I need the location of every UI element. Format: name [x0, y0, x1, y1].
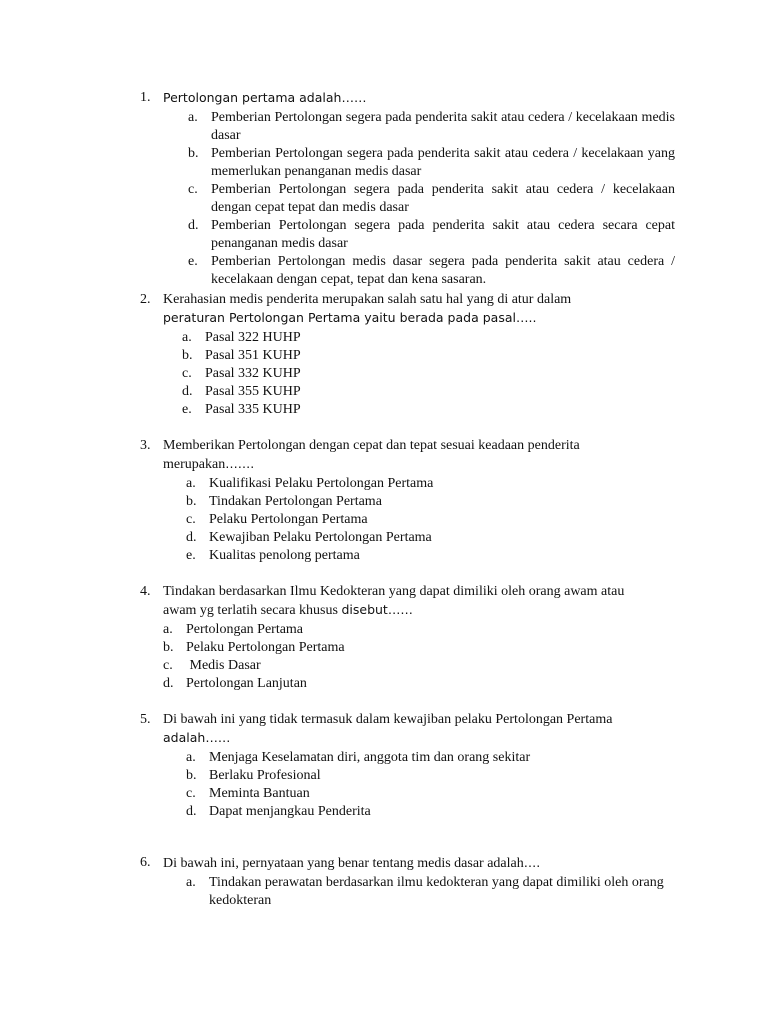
option-a	[182, 329, 675, 347]
option-label: d.	[186, 530, 197, 545]
question-5	[140, 711, 675, 821]
question-number: 3.	[140, 438, 151, 453]
option-label: b.	[188, 146, 199, 161]
option-c	[182, 365, 675, 383]
option-c	[186, 785, 675, 803]
option-label: c.	[182, 366, 192, 381]
question-number: 1.	[140, 90, 151, 105]
option-text: Tindakan Pertolongan Pertama	[209, 494, 382, 509]
option-label: b.	[182, 348, 193, 363]
option-label: c.	[186, 512, 196, 527]
option-text: Pasal 355 KUHP	[205, 384, 301, 399]
options-list	[188, 109, 675, 289]
question-text: Di bawah ini, pernyataan yang benar tentang medis dasar adalah	[163, 856, 524, 871]
option-d	[182, 383, 675, 401]
options-list	[186, 475, 675, 565]
option-text: Kewajiban Pelaku Pertolongan Pertama	[209, 530, 432, 545]
option-text: Tindakan perawatan berdasarkan ilmu kedokteran yang dapat dimiliki oleh orang kedokteran	[209, 875, 664, 908]
question-text-line1: Kerahasian medis penderita merupakan salah satu hal yang di atur dalam	[163, 292, 572, 307]
option-label: d.	[188, 218, 199, 233]
options-list	[186, 874, 675, 910]
option-label: d.	[163, 676, 174, 691]
option-d	[163, 675, 675, 693]
question-text-line1: Di bawah ini yang tidak termasuk dalam kewajiban pelaku Pertolongan Pertama	[163, 712, 613, 727]
option-a	[186, 749, 675, 767]
option-label: b.	[186, 494, 197, 509]
question-text-line2: awam yg terlatih secara khusus	[163, 603, 342, 618]
option-e	[182, 401, 675, 419]
question-text-line2: peraturan Pertolongan Pertama yaitu berada pada pasal	[163, 310, 516, 325]
question-number: 6.	[140, 855, 151, 870]
option-d	[188, 217, 675, 253]
option-label: e.	[182, 402, 192, 417]
option-label: a.	[186, 750, 196, 765]
option-b	[163, 639, 675, 657]
option-text: Kualitas penolong pertama	[209, 548, 360, 563]
question-2	[140, 291, 675, 419]
question-text-line2-end: disebut	[341, 602, 388, 617]
option-label: c.	[163, 658, 173, 673]
option-label: a.	[163, 622, 173, 637]
option-a	[188, 109, 675, 145]
question-6	[140, 854, 675, 910]
option-text: Kualifikasi Pelaku Pertolongan Pertama	[209, 476, 434, 491]
question-number: 2.	[140, 292, 151, 307]
option-c	[186, 511, 675, 529]
question-dots: ……	[205, 730, 231, 745]
option-e	[188, 253, 675, 289]
option-a	[186, 475, 675, 493]
question-text-line2: adalah	[163, 730, 206, 745]
option-text: Pasal 322 HUHP	[205, 330, 301, 345]
option-label: c.	[186, 786, 196, 801]
options-list	[186, 749, 675, 821]
option-text: Menjaga Keselamatan diri, anggota tim dan orang sekitar	[209, 750, 531, 765]
option-label: a.	[186, 476, 196, 491]
option-text: Berlaku Profesional	[209, 768, 321, 783]
option-text: Pemberian Pertolongan segera pada penderita sakit atau cedera secara cepat penanganan medis dasar	[211, 218, 675, 251]
question-text-line1: Tindakan berdasarkan Ilmu Kedokteran yang dapat dimiliki oleh orang awam atau	[163, 584, 625, 599]
question-text-line1: Memberikan Pertolongan dengan cepat dan tepat sesuai keadaan penderita	[163, 438, 580, 453]
question-number: 5.	[140, 712, 151, 727]
option-a	[163, 621, 675, 639]
option-a	[186, 874, 675, 910]
option-text: Pelaku Pertolongan Pertama	[209, 512, 368, 527]
question-dots: ….	[523, 855, 541, 870]
option-d	[186, 529, 675, 547]
question-number: 4.	[140, 584, 151, 599]
option-label: d.	[186, 804, 197, 819]
options-list	[182, 329, 675, 419]
option-label: b.	[163, 640, 174, 655]
option-text: Dapat menjangkau Penderita	[209, 804, 371, 819]
option-text: Pasal 332 KUHP	[205, 366, 301, 381]
option-text: Pemberian Pertolongan segera pada penderita sakit atau cedera / kecelakaan medis dasar	[211, 110, 675, 143]
option-b	[186, 767, 675, 785]
option-b	[186, 493, 675, 511]
question-4	[140, 583, 675, 693]
question-dots: …….	[225, 456, 255, 471]
question-dots: …..	[515, 310, 537, 325]
options-list	[163, 621, 675, 693]
option-c	[163, 657, 675, 675]
option-text: Pertolongan Pertama	[186, 622, 304, 637]
option-text: Pertolongan Lanjutan	[186, 676, 307, 691]
question-text-line2: merupakan	[163, 457, 226, 472]
option-text: Pemberian Pertolongan segera pada penderita sakit atau cedera / kecelakaan dengan cepat tepat dan medis dasar	[211, 182, 675, 215]
question-dots: ……	[341, 90, 367, 105]
option-label: a.	[186, 875, 196, 890]
question-1	[140, 89, 675, 289]
option-text: Pelaku Pertolongan Pertama	[186, 640, 345, 655]
option-label: b.	[186, 768, 197, 783]
option-label: c.	[188, 182, 198, 197]
option-text: Pemberian Pertolongan medis dasar segera pada penderita sakit atau cedera / kecelakaan dengan cepat, tepat dan kena sasaran.	[211, 254, 675, 287]
option-e	[186, 547, 675, 565]
option-text: Meminta Bantuan	[209, 786, 310, 801]
option-text: Pemberian Pertolongan segera pada penderita sakit atau cedera / kecelakaan yang memerlukan penanganan medis dasar	[211, 146, 675, 179]
option-label: e.	[186, 548, 196, 563]
option-label: a.	[182, 330, 192, 345]
option-b	[182, 347, 675, 365]
option-d	[186, 803, 675, 821]
option-text: Medis Dasar	[186, 658, 261, 673]
option-label: e.	[188, 254, 198, 269]
option-b	[188, 145, 675, 181]
option-label: d.	[182, 384, 193, 399]
question-3	[140, 437, 675, 565]
option-text: Pasal 351 KUHP	[205, 348, 301, 363]
question-dots: ……	[387, 602, 413, 617]
option-c	[188, 181, 675, 217]
option-text: Pasal 335 KUHP	[205, 402, 301, 417]
option-label: a.	[188, 110, 198, 125]
question-text: Pertolongan pertama adalah	[163, 90, 342, 105]
